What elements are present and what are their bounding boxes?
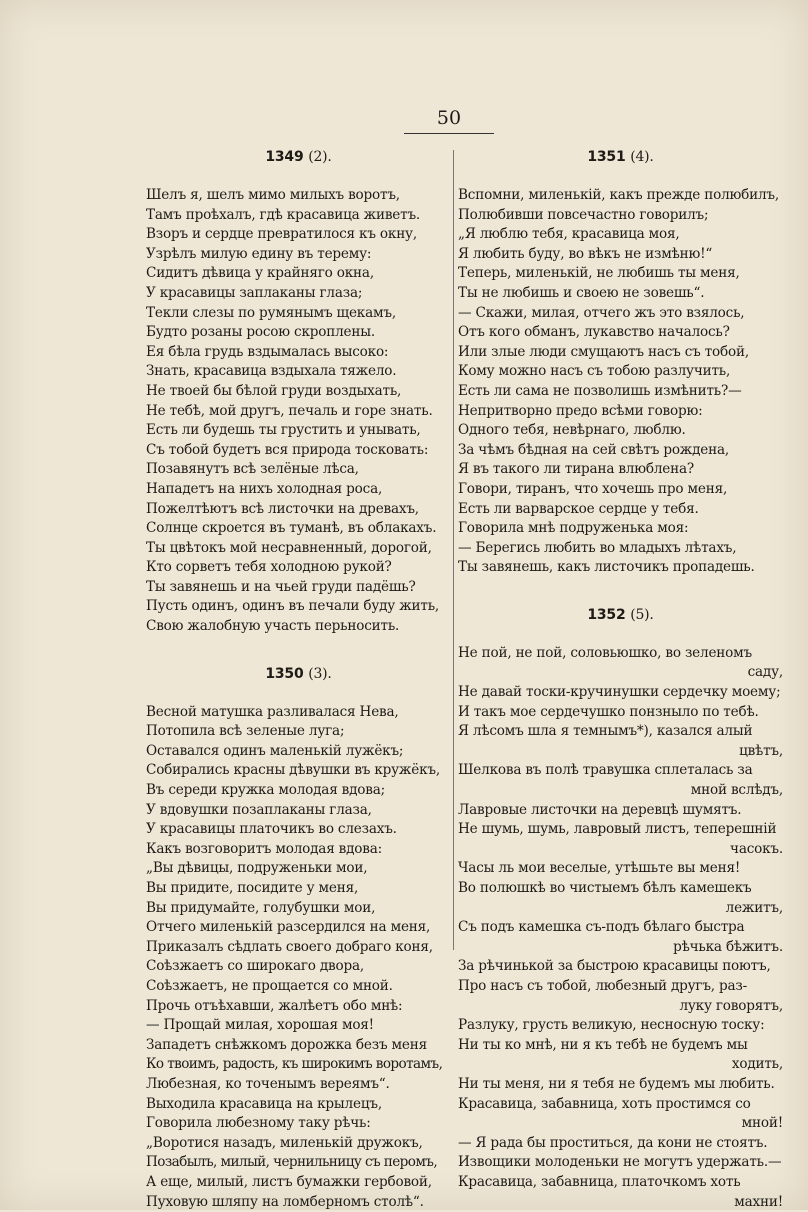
verse-line: Не давай тоски-кручинушки сердечку моему;: [458, 683, 783, 703]
verse-line: Ко твоимъ, радость, къ широкимъ воротамъ,: [146, 1055, 451, 1075]
verse-line: Пожелтѣютъ всѣ листочки на древахъ,: [146, 500, 451, 520]
verse-line: За чѣмъ бѣдная на сей свѣтъ рождена,: [458, 441, 783, 461]
verse-line: Прочь отъѣхавши, жалѣетъ обо мнѣ:: [146, 997, 451, 1017]
verse-line: Какъ возговоритъ молодая вдова:: [146, 840, 451, 860]
verse-line: Говорила любезному таку рѣчь:: [146, 1114, 451, 1134]
verse-line: Сидитъ дѣвица у крайняго окна,: [146, 264, 451, 284]
poem-subnumber: (3).: [308, 666, 331, 682]
verse-line: Не пой, не пой, соловьюшко, во зеленомъ: [458, 644, 783, 664]
verse-line: Говори, тиранъ, что хочешь про меня,: [458, 480, 783, 500]
verse-line: Ты цвѣтокъ мой несравненный, дорогой,: [146, 539, 451, 559]
verse-line: луку говорятъ,: [458, 997, 783, 1017]
verse-line: „Вы дѣвицы, подруженьки мои,: [146, 859, 451, 879]
verse-line: Непритворно предо всѣми говорю:: [458, 402, 783, 422]
verse-line: Я лѣсомъ шла я темнымъ*), казался алый: [458, 722, 783, 742]
poem-heading: [146, 146, 451, 168]
verse-line: Солнце скроется въ туманѣ, въ облакахъ.: [146, 519, 451, 539]
verse-line: Вспомни, миленькій, какъ прежде полюбилъ,: [458, 186, 783, 206]
verse-line: Съ подъ камешка съ-подъ бѣлаго быстра: [458, 918, 783, 938]
poem-number: 1351: [587, 149, 625, 165]
verse-line: Взоръ и сердце превратилося къ окну,: [146, 225, 451, 245]
verse-line: Ни ты меня, ни я тебя не будемъ мы любить.: [458, 1075, 783, 1095]
verse-line: Шелъ я, шелъ мимо милыхъ воротъ,: [146, 186, 451, 206]
right-column: [458, 146, 783, 1212]
verse-line: Про насъ съ тобой, любезный другъ, раз-: [458, 977, 783, 997]
page-number: 50: [404, 106, 494, 134]
left-column: [146, 146, 451, 1212]
verse-line: рѣчька бѣжитъ.: [458, 938, 783, 958]
verse-line: Съ тобой будетъ вся природа тосковать:: [146, 441, 451, 461]
verse-line: Позабылъ, милый, чернильницу съ перомъ,: [146, 1153, 451, 1173]
verse-line: Красавица, забавница, платочкомъ хоть: [458, 1173, 783, 1193]
verse-line: Разлуку, грусть великую, несносную тоску:: [458, 1016, 783, 1036]
poem-subnumber: (2).: [308, 149, 331, 165]
verse-line: саду,: [458, 663, 783, 683]
verse-line: Собирались красны дѣвушки въ кружёкъ,: [146, 761, 451, 781]
verse-line: Свою жалобную участь перьносить.: [146, 617, 451, 637]
verse-line: лежитъ,: [458, 899, 783, 919]
verse-line: Часы ль мои веселые, утѣшьте вы меня!: [458, 859, 783, 879]
verse-line: Вы придите, посидите у меня,: [146, 879, 451, 899]
verse-line: мной вслѣдъ,: [458, 781, 783, 801]
section-gap: [458, 578, 783, 604]
verse-line: Любезная, ко точенымъ вереямъ“.: [146, 1075, 451, 1095]
poem-subnumber: (5).: [630, 607, 653, 623]
verse-line: Теперь, миленькій, не любишь ты меня,: [458, 264, 783, 284]
poem-1351: [458, 146, 783, 578]
verse-line: „Воротися назадъ, миленькій дружокъ,: [146, 1134, 451, 1154]
verse-line: Одного тебя, невѣрнаго, люблю.: [458, 421, 783, 441]
verse-line: — Берегись любить во младыхъ лѣтахъ,: [458, 539, 783, 559]
verse-line: А еще, милый, листъ бумажки гербовой,: [146, 1173, 451, 1193]
verse-line: „Я люблю тебя, красавица моя,: [458, 225, 783, 245]
verse-line: Западетъ снѣжкомъ дорожка безъ меня: [146, 1036, 451, 1056]
poem-1352: [458, 604, 783, 1212]
verse-line: У вдовушки позаплаканы глаза,: [146, 801, 451, 821]
verse-line: Потопила всѣ зеленые луга;: [146, 722, 451, 742]
column-divider: [453, 150, 454, 950]
verse-line: Кому можно насъ съ тобою разлучить,: [458, 362, 783, 382]
verse-line: Есть ли варварское сердце у тебя.: [458, 500, 783, 520]
verse-line: Тамъ проѣхалъ, гдѣ красавица живетъ.: [146, 206, 451, 226]
verse-line: Будто розаны росою скроплены.: [146, 323, 451, 343]
verse-line: Не тебѣ, мой другъ, печаль и горе знать.: [146, 402, 451, 422]
verse-line: Пусть одинъ, одинъ въ печали буду жить,: [146, 597, 451, 617]
verse-line: Или злые люди смущаютъ насъ съ тобой,: [458, 343, 783, 363]
verse-line: Вы придумайте, голубушки мои,: [146, 899, 451, 919]
verse-line: Я въ такого ли тирана влюблена?: [458, 460, 783, 480]
poem-number: 1349: [265, 149, 303, 165]
verse-line: — Прощай милая, хорошая моя!: [146, 1016, 451, 1036]
verse-line: Отъ кого обманъ, лукавство началось?: [458, 323, 783, 343]
verse-line: Не твоей бы бѣлой груди воздыхать,: [146, 382, 451, 402]
poem-heading: [458, 146, 783, 168]
verse-line: Ты не любишь и своею не зовешь“.: [458, 284, 783, 304]
verse-line: цвѣтъ,: [458, 742, 783, 762]
verse-line: Оставался одинъ маленькій лужёкъ;: [146, 742, 451, 762]
verse-line: Полюбивши повсечастно говорилъ;: [458, 206, 783, 226]
verse-line: Кто сорветъ тебя холодною рукой?: [146, 558, 451, 578]
verse-line: Шелкова въ полѣ травушка сплеталась за: [458, 761, 783, 781]
verse-line: Ея бѣла грудь вздымалась высоко:: [146, 343, 451, 363]
verse-line: часокъ.: [458, 840, 783, 860]
verse-line: Я любить буду, во вѣкъ не измѣню!“: [458, 245, 783, 265]
verse-line: — Скажи, милая, отчего жъ это взялось,: [458, 304, 783, 324]
poem-subnumber: (4).: [630, 149, 653, 165]
verse-line: Соѣзжаетъ, не прощается со мной.: [146, 977, 451, 997]
poem-number: 1352: [587, 607, 625, 623]
verse-line: Есть ли будешь ты грустить и унывать,: [146, 421, 451, 441]
verse-line: Текли слезы по румянымъ щекамъ,: [146, 304, 451, 324]
verse-line: Приказалъ сѣдлать своего добраго коня,: [146, 938, 451, 958]
verse-line: — Я рада бы проститься, да кони не стоятъ.: [458, 1134, 783, 1154]
verse-line: Ни ты ко мнѣ, ни я къ тебѣ не будемъ мы: [458, 1036, 783, 1056]
verse-line: Весной матушка разливалася Нева,: [146, 703, 451, 723]
verse-line: Ты завянешь, какъ листочикъ пропадешь.: [458, 558, 783, 578]
verse-line: Пуховую шляпу на ломберномъ столѣ“.: [146, 1193, 451, 1212]
verse-line: Ты завянешь и на чьей груди падёшь?: [146, 578, 451, 598]
verse-line: мной!: [458, 1114, 783, 1134]
section-gap: [146, 637, 451, 663]
verse-line: Въ середи кружка молодая вдова;: [146, 781, 451, 801]
verse-line: Отчего миленькій разсердился на меня,: [146, 918, 451, 938]
verse-line: Есть ли сама не позволишь измѣнить?—: [458, 382, 783, 402]
verse-line: И такъ мое сердечушко понзныло по тебѣ.: [458, 703, 783, 723]
verse-line: За рѣчинькой за быстрою красавицы поютъ,: [458, 957, 783, 977]
poem-heading: [146, 663, 451, 685]
poem-heading: [458, 604, 783, 626]
verse-line: Говорила мнѣ подруженька моя:: [458, 519, 783, 539]
verse-line: Лавровые листочки на деревцѣ шумятъ.: [458, 801, 783, 821]
verse-line: ходить,: [458, 1055, 783, 1075]
verse-line: Соѣзжаетъ со широкаго двора,: [146, 957, 451, 977]
verse-line: Красавица, забавница, хоть простимся со: [458, 1095, 783, 1115]
poem-1350: [146, 663, 451, 1212]
verse-line: Нападетъ на нихъ холодная роса,: [146, 480, 451, 500]
verse-line: махни!: [458, 1193, 783, 1212]
verse-line: Узрѣлъ милую едину въ терему:: [146, 245, 451, 265]
verse-line: Не шумь, шумь, лавровый листъ, теперешній: [458, 820, 783, 840]
verse-line: У красавицы платочикъ во слезахъ.: [146, 820, 451, 840]
verse-line: Во полюшкѣ во чистыемъ бѣлъ камешекъ: [458, 879, 783, 899]
poem-number: 1350: [265, 666, 303, 682]
verse-line: Извощики молоденьки не могутъ удержать.—: [458, 1153, 783, 1173]
verse-line: У красавицы заплаканы глаза;: [146, 284, 451, 304]
verse-line: Знать, красавица вздыхала тяжело.: [146, 362, 451, 382]
verse-line: Выходила красавица на крылецъ,: [146, 1095, 451, 1115]
poem-1349: [146, 146, 451, 637]
verse-line: Позавянутъ всѣ зелёные лѣса,: [146, 460, 451, 480]
